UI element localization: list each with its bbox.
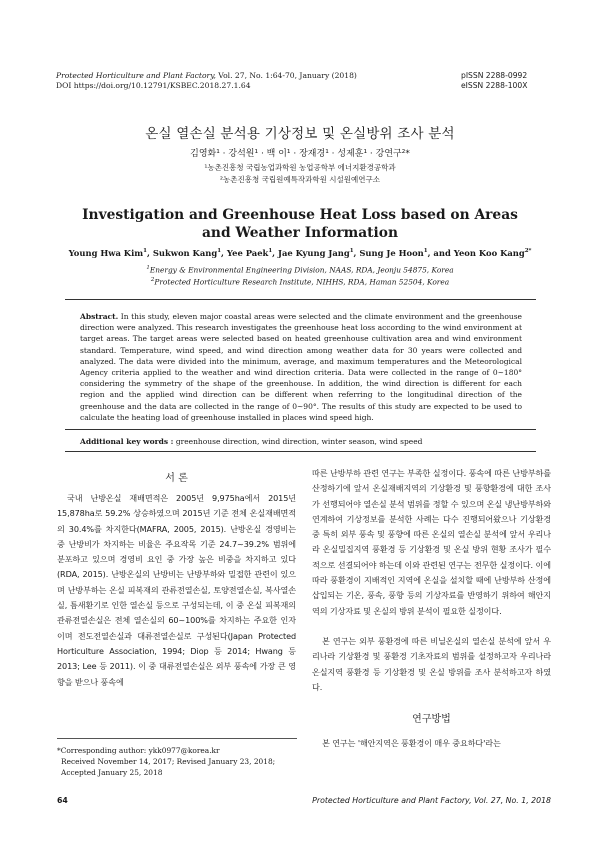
- english-title-line-2: and Weather Information: [201, 225, 399, 241]
- author-name: Yeon Koo Kang: [453, 248, 525, 258]
- author-affiliation-mark: 2*: [524, 248, 532, 255]
- methods-paragraph: 본 연구는 '해안지역은 풍환경이 매우 중요하다'라는: [322, 738, 501, 748]
- english-title: [0, 206, 600, 242]
- english-title-line-1: Investigation and Greenhouse Heat Loss based on Areas: [82, 207, 518, 223]
- author-affiliation-mark: 1: [217, 248, 222, 255]
- author-name: Yee Paek: [226, 248, 269, 258]
- author-name: Sukwon Kang: [152, 248, 218, 258]
- pissn: pISSN 2288-0992: [461, 71, 528, 80]
- keywords: [80, 437, 540, 446]
- author-affiliation-mark: 1: [143, 248, 147, 255]
- abstract-top-rule: [65, 299, 536, 300]
- author-separator: , and: [427, 248, 454, 258]
- abstract: [80, 311, 522, 423]
- intro-paragraph-right: 따른 난방부하 관련 연구는 부족한 실정이다. 풍속에 따른 난방부하를 산정하기에 앞서 온실재배지역의 기상환경 및 풍향환경에 대한 조사가 선행되어야 열손실 분석 범위를 정할 수 있으며 온실 냉난방부하와 연계하여 기상정보를 분석한 사례는 다수 진행되어왔으나 기상환경 중 특히 외부 풍속 및 풍향에 따른 온실의 열손실 분석에 앞서 우리나라 온실밀집지역 풍환경 등 기상환경 및 온실 방위 현황 조사가 필수적으로 선결되어야 하는데 이와 관련된 연구는 전무한 실정이다. 이에 따라 풍환경이 지배적인 지역에 온실을 설치할 때에 난방부하 산정에 삽입되는 기온, 풍속, 풍향 등의 기상자료를 반영하기 위하여 해안지역의 기상자료 및 온실의 방위 분석이 필요한 실정이다.: [312, 468, 551, 616]
- eissn: eISSN 2288-100X: [461, 81, 528, 90]
- author-name: Young Hwa Kim: [68, 248, 144, 258]
- keywords-bottom-rule: [65, 451, 536, 452]
- journal-header: [56, 71, 436, 91]
- abstract-bottom-rule: [65, 429, 536, 430]
- footer-journal: Protected Horticulture and Plant Factory, Vol. 27, No. 1, 2018: [312, 796, 551, 805]
- received-dates: Received November 14, 2017; Revised January 23, 2018;: [61, 757, 276, 766]
- author-name: Sung Je Hoon: [359, 248, 424, 258]
- author-affiliation-mark: 1: [423, 248, 428, 255]
- korean-affiliation-2: ²농촌진흥청 국립원예특작과학원 시설원예연구소: [220, 175, 380, 184]
- footnote: [57, 745, 297, 778]
- author-affiliation-mark: 1: [349, 248, 354, 255]
- author-name: Jae Kyung Jang: [278, 248, 350, 258]
- methods-heading: 연구방법: [412, 714, 451, 725]
- english-affiliation-2: $^2$Protected Horticulture Research Institute, NIHHS, RDA, Haman 52504, Korea: [150, 277, 450, 287]
- keywords-label: Additional key words :: [80, 437, 174, 446]
- journal-citation: Protected Horticulture and Plant Factory, Vol. 27, No. 1:64-70, January (2018): [56, 71, 357, 80]
- author-separator: ,: [272, 248, 279, 258]
- author-affiliation-mark: 1: [268, 248, 273, 255]
- author-separator: ,: [146, 248, 153, 258]
- keywords-text: greenhouse direction, wind direction, winter season, wind speed: [173, 437, 423, 446]
- korean-title: 온실 열손실 분석용 기상정보 및 온실방위 조사 분석: [145, 126, 455, 142]
- corresponding-author: *Corresponding author: ykk0977@korea.kr: [57, 746, 220, 755]
- issn-block: [461, 71, 551, 91]
- abstract-text: In this study, eleven major coastal areas were selected and the climate environment and the greenhouse direction were analyzed. This research investigates the greenhouse heat loss according to the wind environment at target areas. The target areas were selected based on heated greenhouse cultivation area and wind environment standard. Temperature, wind speed, and wind direction among weather data for 30 years were collected and analyzed. The data were divided into the minimum, average, and maximum temperatures and the Meteorological Agency criteria applied to the weather and wind direction criteria. Data were collected in the range of 0~180° considering the symmetry of the shape of the greenhouse. In addition, the wind direction is different for each region and the applied wind direction can be different when referring to the longitudinal direction of the greenhouse and the data are collected in the range of 0~90°. The results of this study are expected to be used to calculate the heating load of greenhouse installed in places wind speed high.: [80, 312, 522, 422]
- korean-authors: 김영화¹ · 강석원¹ · 백 이¹ · 장재경¹ · 성제훈¹ · 강연구²*: [190, 149, 410, 159]
- footnote-rule: [57, 738, 297, 739]
- intro-paragraph-left: 국내 난방온실 재배면적은 2005년 9,975ha에서 2015년 15,878ha로 59.2% 상승하였으며 2015년 기준 전체 온실재배면적의 30.4%를 차지한다(MAFRA, 2005, 2015). 난방온실 경영비는 중 난방비가 차지하는 비율은 주요작목 기준 24.7~39.2% 범위에 분포하고 있으며 경영비 요인 중 가장 높은 비중을 차지하고 있다(RDA, 2015). 난방온실의 난방비는 난방부하와 밀접한 관련이 있으며 난방부하는 온실 피복재의 관류전열손실, 토양전열손실, 복사열손실, 틈새환기로 인한 열손실 등으로 구성되는데, 이 중 온실 피복재의 관류전열손실은 전체 열손실의 60~100%를 차지하는 주요한 인자이며 전도전열손실과 대류전열손실로 구성된다(Japan Protected Horticulture Association, 1994; Diop 등 2014; Hwang 등 2013; Lee 등 2011). 이 중 대류전열손실은 외부 풍속에 가장 큰 영향을 받으나 풍속에: [57, 493, 296, 687]
- accepted-date: Accepted January 25, 2018: [61, 768, 163, 777]
- intro-heading: 서 론: [165, 473, 188, 484]
- doi-link[interactable]: DOI https://doi.org/10.12791/KSBEC.2018.27.1.64: [56, 81, 251, 90]
- author-separator: ,: [221, 248, 227, 258]
- english-authors: [0, 248, 600, 258]
- korean-affiliation-1: ¹농촌진흥청 국립농업과학원 농업공학부 에너지환경공학과: [204, 163, 396, 172]
- english-affiliation-1: $^1$Energy & Environmental Engineering Division, NAAS, RDA, Jeonju 54875, Korea: [146, 265, 454, 275]
- intro-paragraph-right-2: 본 연구는 외부 풍환경에 따른 비닐온실의 열손실 분석에 앞서 우리나라 기상환경 및 풍환경 기초자료의 범위를 설정하고자 우리나라 온실지역 풍환경 등 기상환경 및 온실 방위를 조사 분석하고자 하였다.: [312, 636, 551, 692]
- author-separator: ,: [353, 248, 360, 258]
- page-number: 64: [57, 796, 68, 805]
- abstract-label: Abstract.: [80, 312, 119, 321]
